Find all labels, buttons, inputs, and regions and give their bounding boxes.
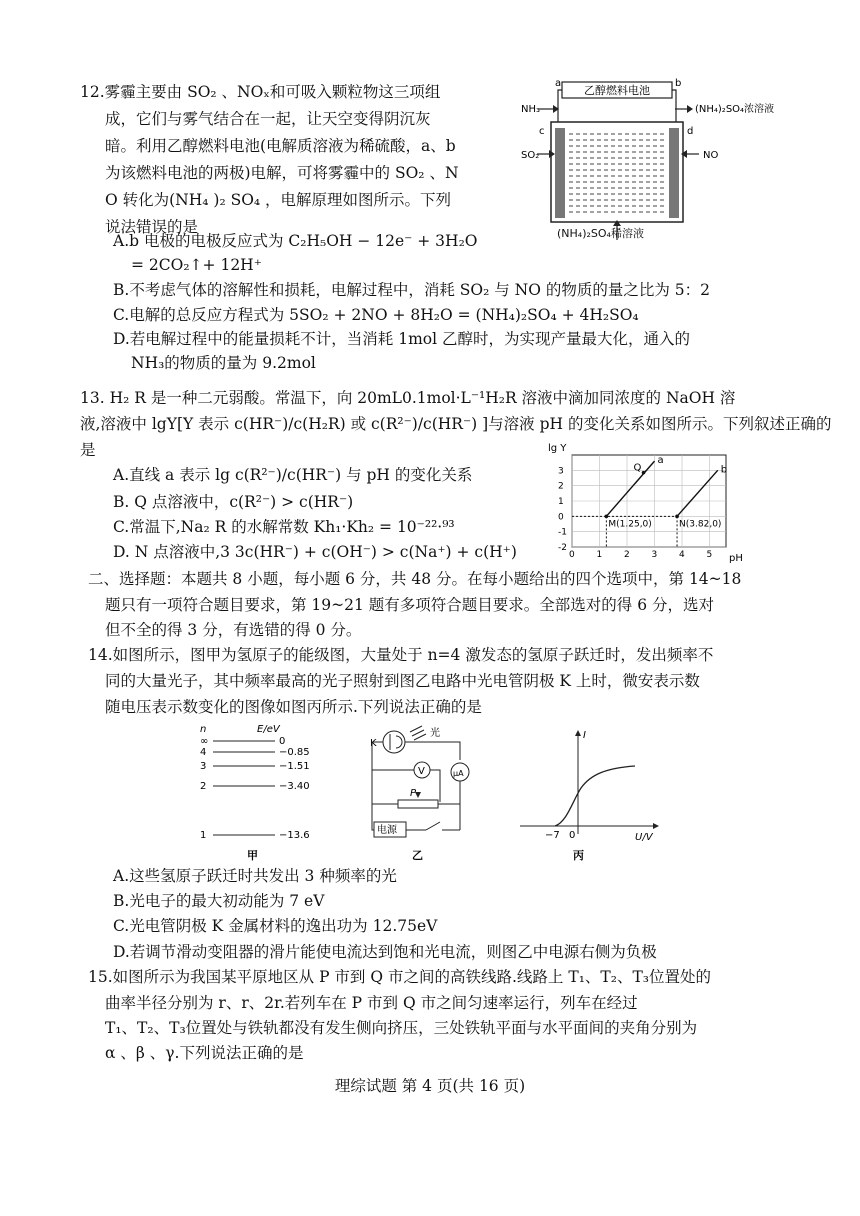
section2-line-1: 二、选择题：本题共 8 小题，每小题 6 分，共 48 分。在每小题给出的四个选项中，第 14~18 <box>88 570 742 588</box>
so2-label: SO₂ <box>521 150 540 161</box>
electrode-c-label: c <box>539 126 545 137</box>
level-2-e: −3.40 <box>279 781 310 792</box>
no-label: NO <box>703 150 719 161</box>
light-label: 光 <box>430 728 440 739</box>
caption-jia: 甲 <box>247 849 258 862</box>
q12-option-a: A.b 电极的电极反应式为 C₂H₅OH − 12e⁻ + 3H₂O <box>113 232 478 250</box>
point-label: M(1.25,0) <box>608 519 652 530</box>
voltmeter-label: V <box>418 766 425 777</box>
x-tick-label: 1 <box>596 550 603 560</box>
level-4-n: 4 <box>200 747 207 758</box>
page-footer: 理综试题 第 4 页(共 16 页) <box>334 1077 526 1095</box>
origin-label: 0 <box>569 830 576 841</box>
point-label: N(3.82,0) <box>679 519 722 530</box>
q14-option-b: B.光电子的最大初动能为 7 eV <box>113 892 325 910</box>
point-marker <box>642 471 646 475</box>
q14-line-2: 同的大量光子，其中频率最高的光子照射到图乙电路中光电管阴极 K 上时，微安表示数 <box>105 672 700 690</box>
series-line-a <box>606 461 654 516</box>
q12-option-d: D.若电解过程中的能量损耗不计，当消耗 1mol 乙醇时，为实现产量最大化，通入的 <box>113 330 691 348</box>
q13-line-1: 13. H₂ R 是一种二元弱酸。常温下，向 20mL0.1mol·L⁻¹H₂R 溶液中滴加同浓度的 NaOH 溶 <box>80 389 736 407</box>
chart-xlabel: pH <box>729 553 743 564</box>
fuel-cell-title: 乙醇燃料电池 <box>584 84 650 97</box>
q15-line-4: α 、β 、γ.下列说法正确的是 <box>105 1044 304 1062</box>
level-3-n: 3 <box>200 761 207 772</box>
y-tick-label: 3 <box>558 466 564 477</box>
slider-p-label: P <box>410 788 417 799</box>
q12-line-3: 暗。利用乙醇燃料电池(电解质溶液为稀硫酸，a、b <box>105 137 456 155</box>
q13-option-d: D. N 点溶液中,3 3c(HR⁻) + c(OH⁻) > c(Na⁺) + c(H⁺) <box>113 543 517 561</box>
q12-option-d-cont: NH₃的物质的量为 9.2mol <box>131 354 316 372</box>
x-tick-label: 0 <box>569 550 575 560</box>
electrolysis-figure <box>515 74 790 244</box>
dilute-solution-label: (NH₄)₂SO₄稀溶液 <box>557 227 644 240</box>
series-label-a: a <box>657 455 664 467</box>
cathode-k-label: K <box>370 738 377 749</box>
q12-line-2: 成，它们与雾气结合在一起，让天空变得阴沉灰 <box>105 110 431 128</box>
q12-option-a-cont: = 2CO₂↑+ 12H⁺ <box>131 256 262 274</box>
level-4-e: −0.85 <box>279 747 310 758</box>
nh3-label: NH₃ <box>521 104 541 115</box>
y-tick-label: -1 <box>558 527 567 538</box>
level-inf-n: ∞ <box>200 736 209 747</box>
chart-ylabel: lg Y <box>548 443 567 454</box>
level-2-n: 2 <box>200 781 207 792</box>
n-axis-label: n <box>200 724 207 735</box>
y-tick-label: 2 <box>558 481 564 492</box>
q15-line-2: 曲率半径分别为 r、r、2r.若列车在 P 市到 Q 市之间匀速率运行，列车在经过 <box>105 994 638 1012</box>
q15-line-3: T₁、T₂、T₃位置处与铁轨都没有发生侧向挤压，三处铁轨平面与水平面间的夹角分别为 <box>105 1019 698 1037</box>
series-line-b <box>677 470 718 516</box>
power-source-label: 电源 <box>377 825 397 836</box>
microammeter-label: μA <box>453 769 464 778</box>
point-label: Q <box>633 462 642 474</box>
y-tick-label: 0 <box>558 512 564 523</box>
q13-option-c: C.常温下,Na₂ R 的水解常数 Kh₁·Kh₂ = 10⁻²²·⁹³ <box>113 518 455 536</box>
q13-line-3: 是 <box>80 441 96 459</box>
y-tick-label: -2 <box>558 543 567 553</box>
q14-option-c: C.光电管阴极 K 金属材料的逸出功为 12.75eV <box>113 917 438 935</box>
lgy-ph-chart <box>546 441 746 566</box>
q14-line-1: 14.如图所示，图甲为氢原子的能级图，大量处于 n=4 激发态的氢原子跃迁时，发出频率不 <box>88 646 714 664</box>
q13-option-b: B. Q 点溶液中，c(R²⁻) > c(HR⁻) <box>113 493 354 511</box>
series-label-b: b <box>720 464 728 476</box>
q14-option-d: D.若调节滑动变阻器的滑片能使电流达到饱和光电流，则图乙中电源右侧为负极 <box>113 943 657 961</box>
level-inf-e: 0 <box>279 736 286 747</box>
current-axis-label: I <box>583 730 586 741</box>
x-tick-label: 4 <box>679 550 685 560</box>
stop-voltage-label: −7 <box>545 830 560 841</box>
q12-option-b: B.不考虑气体的溶解性和损耗，电解过程中，消耗 SO₂ 与 NO 的物质的量之比为 5：2 <box>113 281 710 299</box>
level-1-e: −13.6 <box>279 830 310 841</box>
energy-level-diagram <box>195 722 325 864</box>
concentrated-solution-label: (NH₄)₂SO₄浓溶液 <box>695 104 775 115</box>
x-tick-label: 5 <box>706 550 713 560</box>
caption-bing: 丙 <box>573 849 584 862</box>
q15-line-1: 15.如图所示为我国某平原地区从 P 市到 Q 市之间的高铁线路.线路上 T₁、T₂、T₃位置处的 <box>88 968 712 986</box>
q12-line-1: 12.雾霾主要由 SO₂ 、NOₓ和可吸入颗粒物这三项组 <box>80 83 441 101</box>
q12-line-5: O 转化为(NH₄ )₂ SO₄ ，电解原理如图所示。下列 <box>105 191 452 209</box>
e-axis-label: E/eV <box>257 724 280 735</box>
electrode-a-label: a <box>555 78 562 89</box>
level-1-n: 1 <box>200 830 207 841</box>
q13-line-2: 液,溶液中 lgY[Y 表示 c(HR⁻)/c(H₂R) 或 c(R²⁻)/c(HR⁻) ]与溶液 pH 的变化关系如图所示。下列叙述正确的 <box>80 415 832 433</box>
iu-curve <box>515 722 665 864</box>
electrode-d-label: d <box>687 126 694 137</box>
q12-line-6: 说法错误的是 <box>105 218 199 236</box>
q14-option-a: A.这些氢原子跃迁时共发出 3 种频率的光 <box>113 867 397 885</box>
q14-line-3: 随电压表示数变化的图像如图丙所示.下列说法正确的是 <box>105 698 482 716</box>
x-tick-label: 3 <box>651 550 658 560</box>
q12-line-4: 为该燃料电池的两极)电解，可将雾霾中的 SO₂ 、N <box>105 164 459 182</box>
electrode-b-label: b <box>675 78 682 89</box>
y-tick-label: 1 <box>558 497 564 507</box>
section2-line-3: 但不全的得 3 分，有选错的得 0 分。 <box>105 621 362 639</box>
q12-option-c: C.电解的总反应方程式为 5SO₂ + 2NO + 8H₂O = (NH₄)₂SO₄ + 4H₂SO₄ <box>113 306 639 324</box>
level-3-e: −1.51 <box>279 761 310 772</box>
x-tick-label: 2 <box>624 550 630 560</box>
section2-line-2: 题只有一项符合题目要求，第 19~21 题有多项符合题目要求。全部选对的得 6 分，选对 <box>105 596 715 614</box>
q13-option-a: A.直线 a 表示 lg c(R²⁻)/c(HR⁻) 与 pH 的变化关系 <box>113 466 473 484</box>
photoelectric-circuit <box>360 722 485 864</box>
voltage-axis-label: U/V <box>635 832 653 843</box>
caption-yi: 乙 <box>412 849 423 862</box>
